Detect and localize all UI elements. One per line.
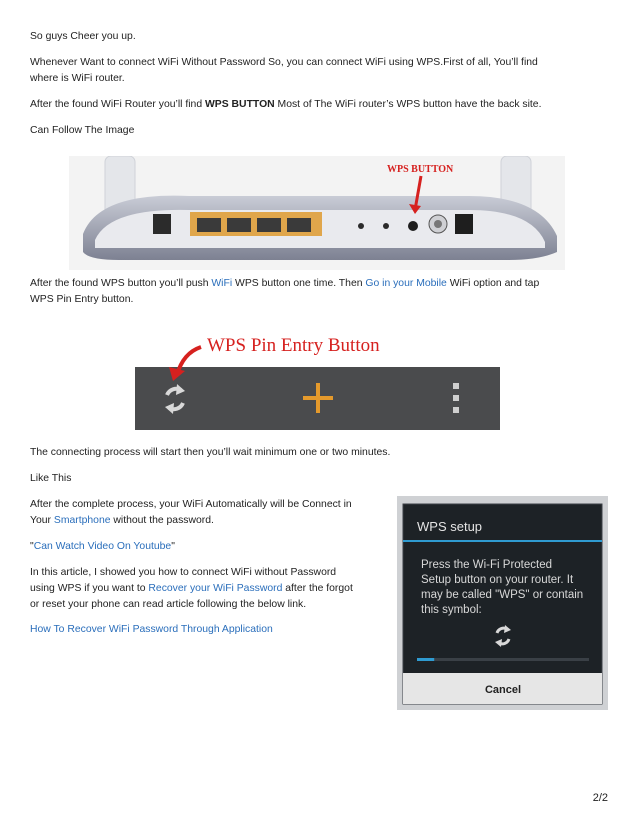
wps-button-text-pre: After the found WiFi Router you’ll find xyxy=(30,99,205,110)
router-back-image xyxy=(69,156,565,270)
wps-button-text-post: Most of The WiFi router’s WPS button have the back site. xyxy=(274,99,542,110)
paragraph-like-this: Like This xyxy=(30,473,72,484)
paragraph-connecting: The connecting process will start then you’ll wait minimum one or two minutes. xyxy=(30,447,391,458)
push-wps-line-2: WPS Pin Entry button. xyxy=(30,294,134,305)
paragraph-push-wps xyxy=(30,276,539,308)
paragraph-article xyxy=(30,565,353,613)
progress-fill xyxy=(417,658,434,661)
wps-button-bold: WPS BUTTON xyxy=(205,99,275,110)
paragraph-wps-button xyxy=(30,97,541,113)
paragraph-complete xyxy=(30,497,352,529)
link-youtube-video[interactable]: Can Watch Video On Youtube xyxy=(33,541,172,552)
complete-text-pre: Your xyxy=(30,515,54,526)
complete-text-post: without the password. xyxy=(110,515,214,526)
progress-track xyxy=(417,658,589,661)
link-recover-wifi-password[interactable]: Recover your WiFi Password xyxy=(148,583,283,594)
quote-open: " xyxy=(30,541,34,552)
overflow-menu-icon xyxy=(453,383,459,413)
quote-close: " xyxy=(171,541,175,552)
link-smartphone[interactable]: Smartphone xyxy=(53,515,111,526)
router-illustration xyxy=(69,156,565,270)
paragraph-greeting: So guys Cheer you up. xyxy=(30,31,136,42)
wps-pin-entry-image xyxy=(135,323,500,430)
dialog-title: WPS setup xyxy=(417,519,483,534)
cancel-button-label: Cancel xyxy=(484,684,522,696)
push-wps-text-a: After the found WPS button you’ll push xyxy=(30,278,212,289)
dialog-message-line-4: this symbol: xyxy=(421,604,482,616)
push-wps-text-b: WPS button one time. Then xyxy=(232,278,366,289)
article-line-1: In this article, I showed you how to connect WiFi without Password xyxy=(30,567,337,578)
complete-line-1: After the complete process, your WiFi Automatically will be Connect in xyxy=(30,499,352,510)
wps-button-annotation: WPS BUTTON xyxy=(387,164,454,175)
page-number: 2/2 xyxy=(592,792,608,804)
link-go-in-your-mobile[interactable]: Go in your Mobile xyxy=(365,278,447,289)
paragraph-how-to-link xyxy=(30,622,273,638)
article-text-pre: using WPS if you want to xyxy=(30,583,149,594)
dialog-message-line-3: may be called "WPS" or contain xyxy=(421,589,584,601)
article-line-3: or reset your phone can read article following the below link. xyxy=(30,599,307,610)
dialog-message-line-2: Setup button on your router. It xyxy=(421,574,574,586)
link-wifi[interactable]: WiFi xyxy=(211,278,233,289)
intro-line-2: where is WiFi router. xyxy=(30,73,125,84)
pin-entry-annotation: WPS Pin Entry Button xyxy=(207,335,380,356)
paragraph-intro xyxy=(30,55,538,87)
push-wps-text-c: WiFi option and tap xyxy=(446,278,540,289)
dialog-message-line-1: Press the Wi-Fi Protected xyxy=(421,559,553,571)
wps-dialog-illustration xyxy=(397,496,608,710)
paragraph-video xyxy=(30,539,175,555)
pin-entry-illustration xyxy=(135,323,500,430)
intro-line-1: Whenever Want to connect WiFi Without Password So, you can connect WiFi using WPS.First of all, You’ll find xyxy=(30,57,538,68)
paragraph-follow-image: Can Follow The Image xyxy=(30,125,135,136)
link-how-to-recover[interactable]: How To Recover WiFi Password Through Application xyxy=(30,624,273,635)
wps-setup-dialog-image xyxy=(397,496,608,710)
article-text-post: after the forgot xyxy=(282,583,353,594)
